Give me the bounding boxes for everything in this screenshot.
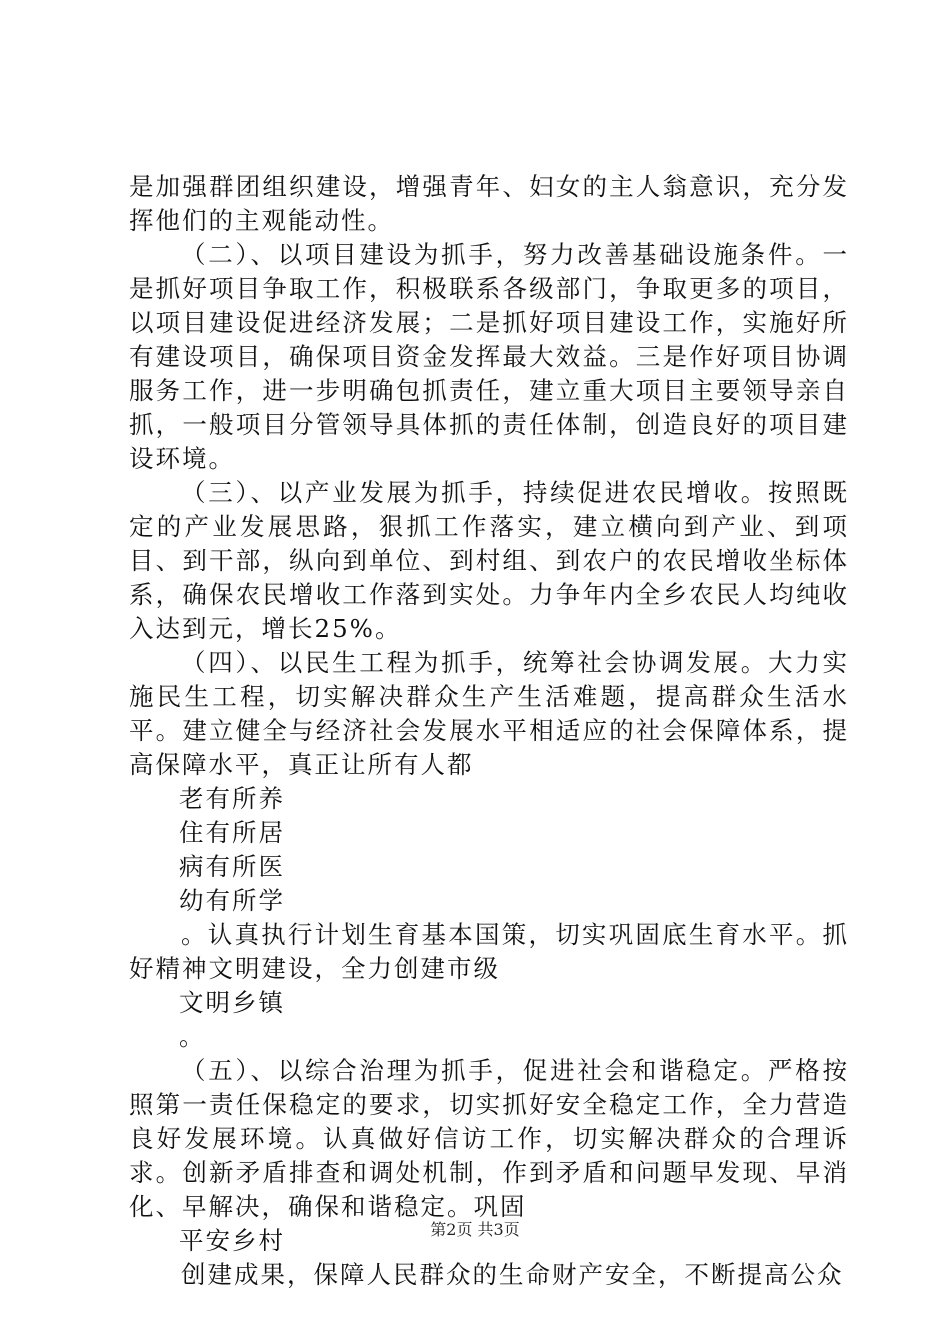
paragraph-2: （二）、以项目建设为抓手，努力改善基础设施条件。一是抓好项目争取工作，积极联系各级部门，争取更多的项目，以项目建设促进经济发展；二是抓好项目建设工作，实施好所有建设项目，确保项目资金发挥最大效益。三是作好项目协调服务工作，进一步明确包抓责任，建立重大项目主要领导亲自抓，一般项目分管领导具体抓的责任体制，创造良好的项目建设环境。: [129, 240, 849, 473]
fragment-housing: 住有所居: [179, 818, 285, 847]
paragraph-4: （四）、以民生工程为抓手，统筹社会协调发展。大力实施民生工程，切实解决群众生产生活难题，提高群众生活水平。建立健全与经济社会发展水平相适应的社会保障体系，提高保障水平，真正让所有人都: [129, 648, 849, 779]
fragment-safe-village: 平安乡村: [179, 1226, 285, 1255]
paragraph-6: （五）、以综合治理为抓手，促进社会和谐稳定。严格按照第一责任保稳定的要求，切实抓好安全稳定工作，全力营造良好发展环境。认真做好信访工作，切实解决群众的合理诉求。创新矛盾排查和调处机制，作到矛盾和问题早发现、早消化、早解决，确保和谐稳定。巩固: [129, 1056, 849, 1221]
paragraph-5: 。认真执行计划生育基本国策，切实巩固底生育水平。抓好精神文明建设，全力创建市级: [129, 920, 849, 983]
fragment-period: 。: [179, 1022, 206, 1051]
paragraph-7: 创建成果，保障人民群众的生命财产安全，不断提高公众: [181, 1260, 844, 1289]
fragment-education: 幼有所学: [179, 886, 285, 915]
paragraph-1: 是加强群团组织建设，增强青年、妇女的主人翁意识，充分发挥他们的主观能动性。: [129, 172, 849, 235]
fragment-medical: 病有所医: [179, 852, 285, 881]
fragment-elderly: 老有所养: [179, 784, 285, 813]
paragraph-3: （三）、以产业发展为抓手，持续促进农民增收。按照既定的产业发展思路，狠抓工作落实，建立横向到产业、到项目、到干部，纵向到单位、到村组、到农户的农民增收坐标体系，确保农民增收工作落到实处。力争年内全乡农民人均纯收入达到元，增长25%。: [129, 478, 849, 643]
document-body: [129, 170, 849, 1292]
fragment-civilized-town: 文明乡镇: [179, 988, 285, 1017]
page-footer: 第2页 共3页: [430, 1220, 520, 1239]
